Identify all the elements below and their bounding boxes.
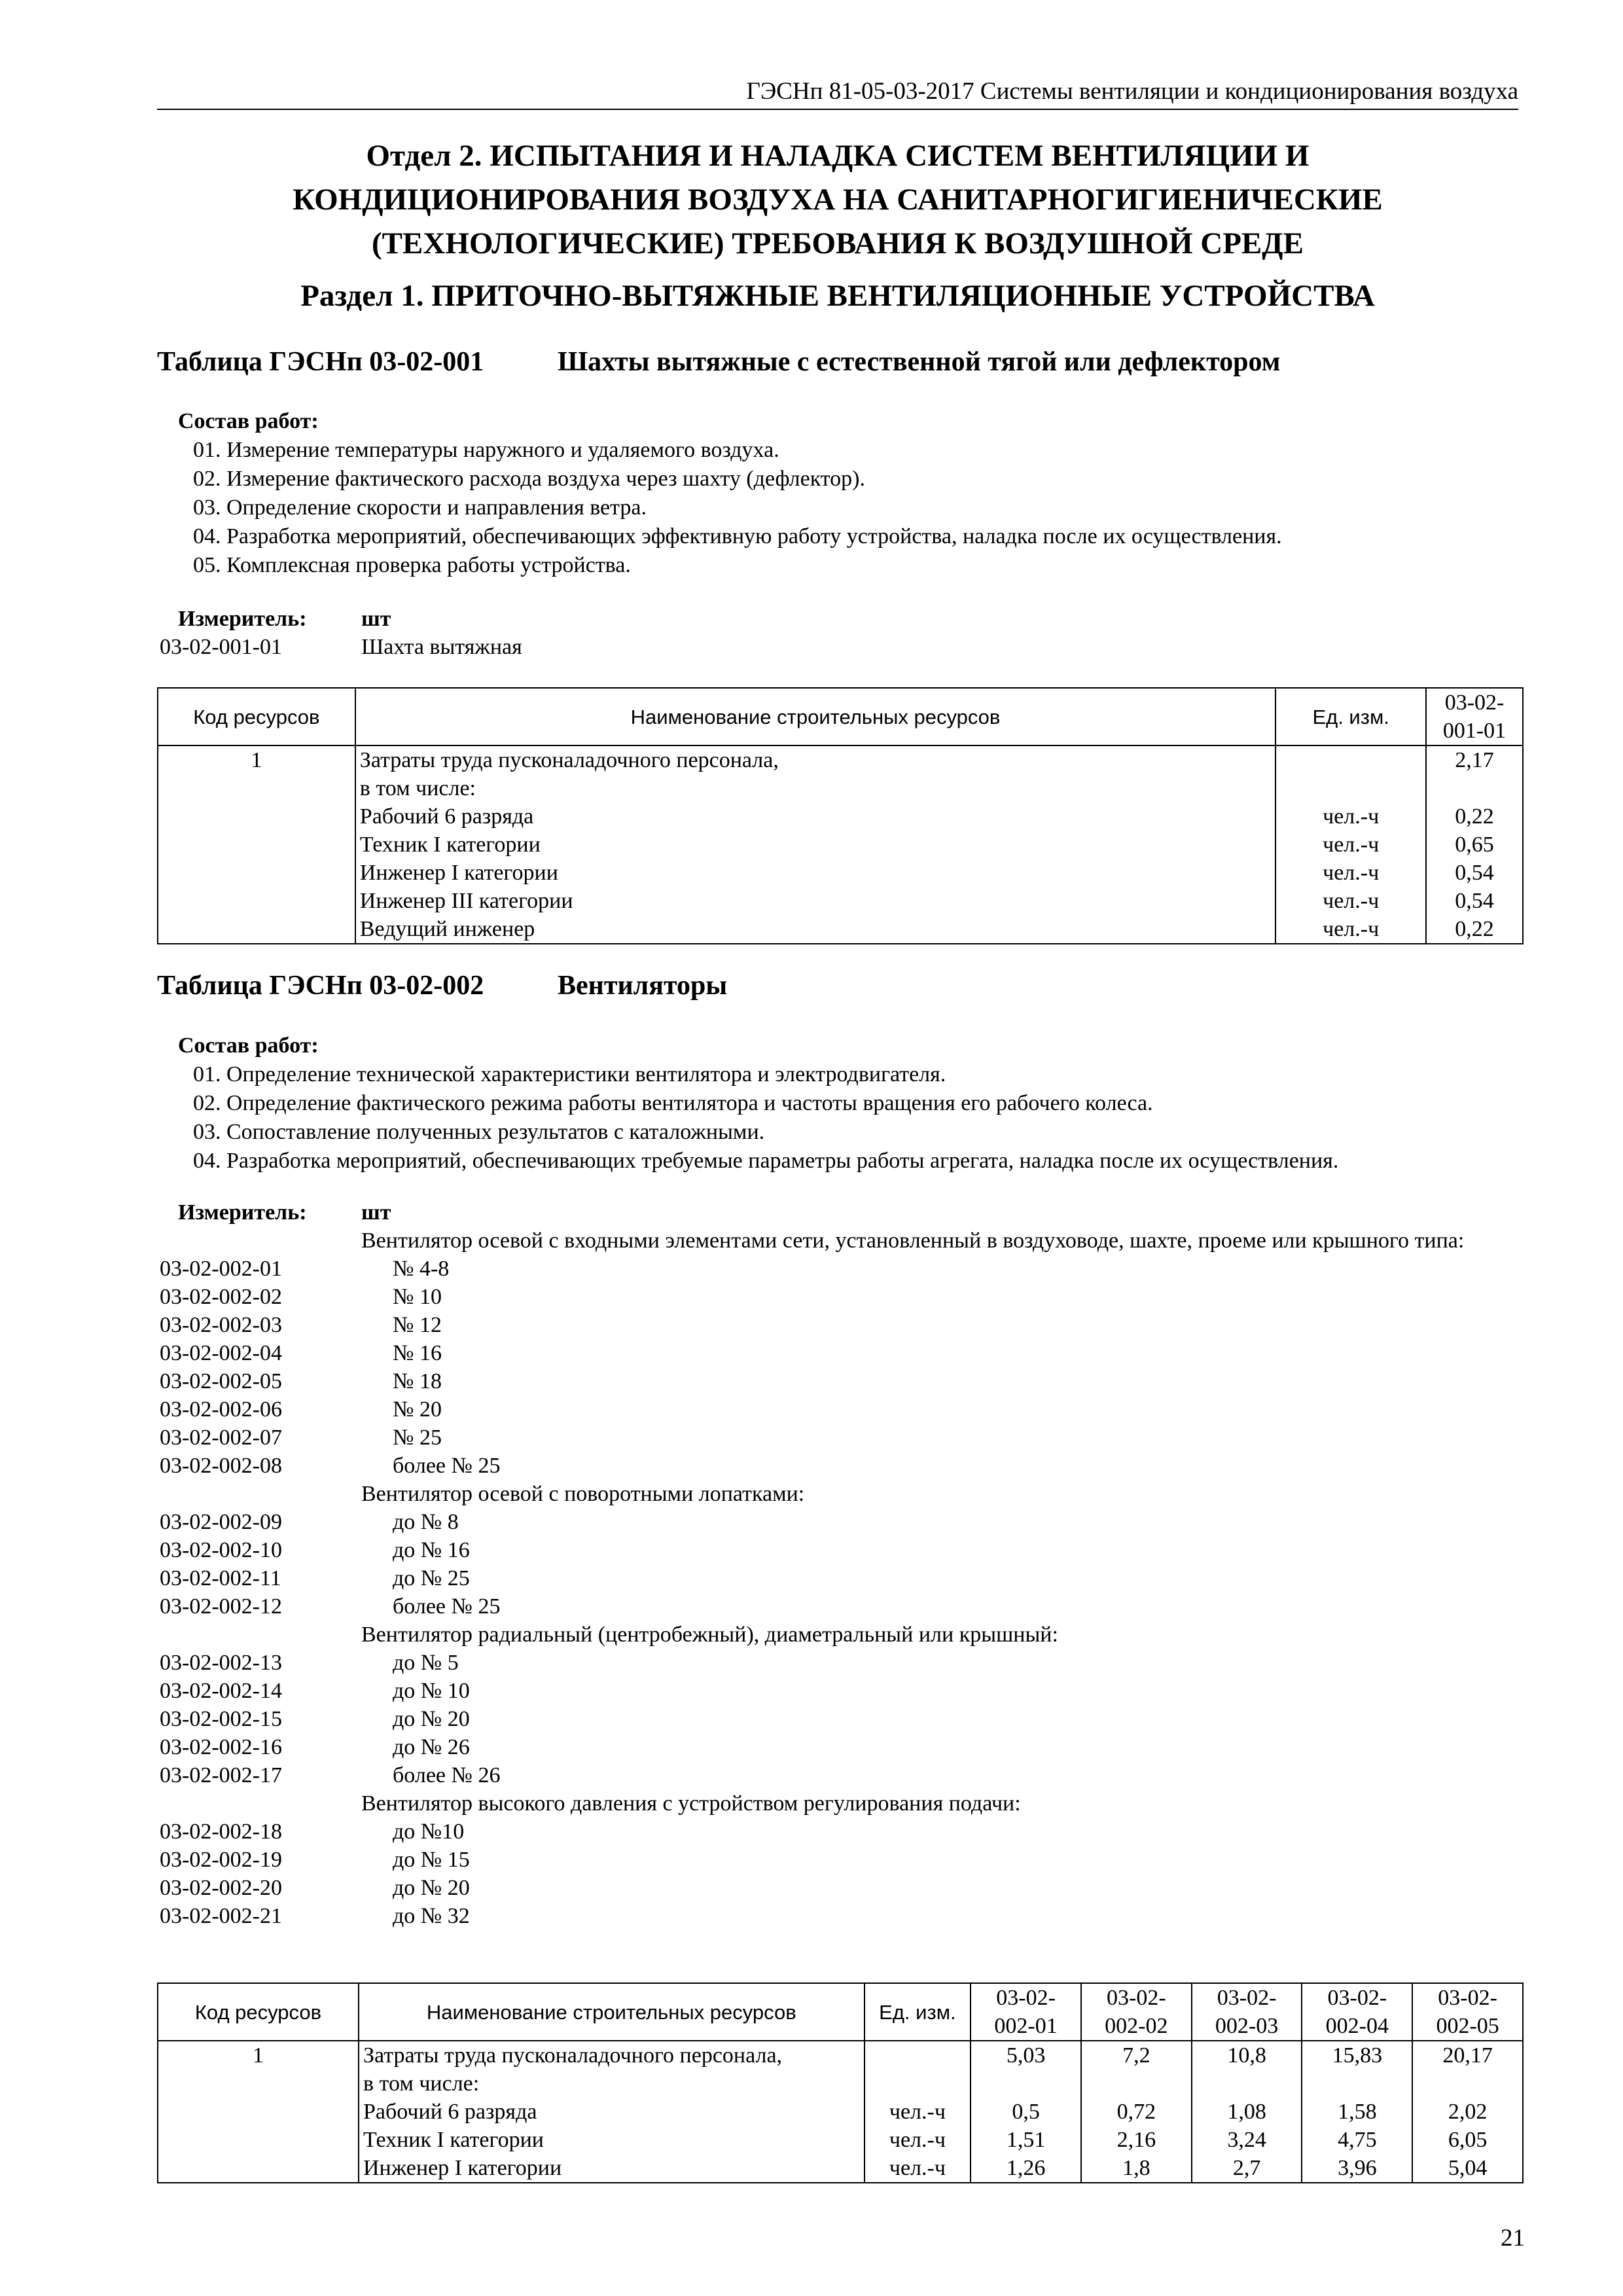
list-item — [160, 1649, 1521, 1677]
header-col: 03-02- 002-01 — [971, 1983, 1081, 2041]
table1-resources — [157, 687, 1524, 944]
table1-name: Шахты вытяжные с естественной тягой или дефлектором — [558, 347, 1281, 377]
row-value — [971, 2070, 1081, 2098]
row-value: 6,05 — [1412, 2126, 1523, 2154]
group-title: Вентилятор осевой с входными элементами сети, установленный в воздуховоде, шахте, проеме или крышного типа: — [361, 1229, 1465, 1253]
list-item — [160, 1705, 1521, 1733]
meter-label: Измеритель: — [178, 1200, 307, 1225]
item-code: 03-02-001-01 — [160, 635, 282, 659]
row-name: в том числе: — [359, 2070, 865, 2098]
row-value: 0,22 — [1426, 915, 1523, 944]
item-name: более № 25 — [393, 1594, 501, 1619]
works-item: 04. Разработка мероприятий, обеспечивающих эффективную работу устройства, наладка после их осуществления. — [193, 524, 1282, 548]
item-name: до № 20 — [393, 1707, 470, 1731]
table-row — [158, 2070, 1523, 2098]
list-item — [160, 1508, 1521, 1536]
section-title-line: КОНДИЦИОНИРОВАНИЯ ВОЗДУХА НА САНИТАРНОГИГИЕНИЧЕСКИЕ — [293, 183, 1383, 217]
item-name: № 18 — [393, 1369, 442, 1393]
table-row — [158, 802, 1523, 831]
item-name: до №10 — [393, 1820, 465, 1844]
row-code — [158, 2126, 359, 2154]
meter-unit: шт — [361, 607, 391, 631]
page-number: 21 — [1501, 2225, 1525, 2251]
item-name: № 12 — [393, 1313, 442, 1337]
row-code — [158, 2154, 359, 2183]
header-code: Код ресурсов — [158, 1983, 359, 2041]
row-value: 20,17 — [1412, 2041, 1523, 2070]
row-name: Затраты труда пусконаладочного персонала, — [359, 2041, 865, 2070]
group-title: Вентилятор осевой с поворотными лопатками: — [361, 1482, 805, 1506]
row-unit — [1275, 745, 1426, 774]
row-code — [158, 915, 355, 944]
row-name: Техник I категории — [359, 2126, 865, 2154]
item-name: до № 32 — [393, 1904, 470, 1928]
table2-meter — [160, 1198, 1521, 1930]
table-row — [158, 774, 1523, 802]
list-item — [160, 1761, 1521, 1789]
header-col: 03-02- 002-05 — [1412, 1983, 1523, 2041]
row-code — [158, 802, 355, 831]
item-name: до № 8 — [393, 1510, 459, 1534]
row-value: 7,2 — [1081, 2041, 1192, 2070]
row-value: 3,24 — [1192, 2126, 1302, 2154]
table-row — [158, 915, 1523, 944]
item-code: 03-02-002-11 — [160, 1566, 281, 1590]
row-code — [158, 2098, 359, 2126]
row-value — [1081, 2070, 1192, 2098]
item-code: 03-02-002-20 — [160, 1876, 282, 1900]
table-row — [158, 745, 1523, 774]
row-value: 1,51 — [971, 2126, 1081, 2154]
row-value: 2,17 — [1426, 745, 1523, 774]
row-value: 0,65 — [1426, 831, 1523, 859]
row-name: Рабочий 6 разряда — [355, 802, 1275, 831]
row-value: 1,26 — [971, 2154, 1081, 2183]
row-unit: чел.-ч — [1275, 915, 1426, 944]
list-item — [160, 1255, 1521, 1283]
table2-works — [178, 1031, 1338, 1175]
item-code: 03-02-002-01 — [160, 1257, 282, 1281]
row-value: 0,54 — [1426, 887, 1523, 915]
table2-heading — [157, 967, 727, 1004]
table-row — [158, 831, 1523, 859]
item-name: более № 25 — [393, 1454, 501, 1478]
header-code: Код ресурсов — [158, 688, 355, 745]
row-code — [158, 859, 355, 887]
item-code: 03-02-002-19 — [160, 1848, 282, 1872]
item-name: до № 20 — [393, 1876, 470, 1900]
item-name: до № 16 — [393, 1538, 470, 1562]
row-code: 1 — [158, 745, 355, 774]
item-name: до № 15 — [393, 1848, 470, 1872]
group-title: Вентилятор высокого давления с устройством регулирования подачи: — [361, 1791, 1021, 1816]
header-unit: Ед. изм. — [1275, 688, 1426, 745]
item-code: 03-02-002-10 — [160, 1538, 282, 1562]
header-col: 03-02- 002-02 — [1081, 1983, 1192, 2041]
row-value: 2,7 — [1192, 2154, 1302, 2183]
list-item — [160, 1564, 1521, 1592]
item-code: 03-02-002-18 — [160, 1820, 282, 1844]
row-value: 15,83 — [1302, 2041, 1412, 2070]
row-value: 5,03 — [971, 2041, 1081, 2070]
table1-works — [178, 407, 1282, 580]
row-value: 0,72 — [1081, 2098, 1192, 2126]
list-item — [160, 1339, 1521, 1367]
works-item: 05. Комплексная проверка работы устройства. — [193, 553, 631, 577]
row-name: Инженер I категории — [359, 2154, 865, 2183]
item-code: 03-02-002-15 — [160, 1707, 282, 1731]
row-name: Ведущий инженер — [355, 915, 1275, 944]
list-item — [160, 1452, 1521, 1480]
list-item — [160, 1536, 1521, 1564]
item-code: 03-02-002-07 — [160, 1426, 282, 1450]
row-value: 3,96 — [1302, 2154, 1412, 2183]
works-item: 02. Измерение фактического расхода воздуха через шахту (дефлектор). — [193, 467, 866, 491]
item-code: 03-02-002-12 — [160, 1594, 282, 1619]
row-value: 0,22 — [1426, 802, 1523, 831]
item-name: № 20 — [393, 1397, 442, 1422]
table-row — [158, 2126, 1523, 2154]
table2-code: Таблица ГЭСНп 03-02-002 — [157, 971, 484, 1001]
row-value: 5,04 — [1412, 2154, 1523, 2183]
row-name: Рабочий 6 разряда — [359, 2098, 865, 2126]
row-value — [1412, 2070, 1523, 2098]
list-item — [160, 1283, 1521, 1311]
works-item: 03. Сопоставление полученных результатов с каталожными. — [193, 1120, 765, 1144]
header-col — [1426, 688, 1523, 745]
row-name: Затраты труда пусконаладочного персонала, — [355, 745, 1275, 774]
item-code: 03-02-002-16 — [160, 1735, 282, 1759]
header-col: 03-02- 002-03 — [1192, 1983, 1302, 2041]
section-title-line: Отдел 2. ИСПЫТАНИЯ И НАЛАДКА СИСТЕМ ВЕНТИЛЯЦИИ И — [366, 139, 1310, 173]
row-unit: чел.-ч — [865, 2098, 971, 2126]
list-item — [160, 1311, 1521, 1339]
section-subtitle: Раздел 1. ПРИТОЧНО-ВЫТЯЖНЫЕ ВЕНТИЛЯЦИОННЫЕ УСТРОЙСТВА — [300, 279, 1375, 313]
row-value: 1,8 — [1081, 2154, 1192, 2183]
row-value: 0,54 — [1426, 859, 1523, 887]
row-unit: чел.-ч — [865, 2126, 971, 2154]
header-name: Наименование строительных ресурсов — [355, 688, 1275, 745]
item-name: до № 25 — [393, 1566, 470, 1590]
table-row — [158, 2098, 1523, 2126]
list-item — [160, 1395, 1521, 1424]
row-name: в том числе: — [355, 774, 1275, 802]
item-code: 03-02-002-02 — [160, 1285, 282, 1309]
item-code: 03-02-002-05 — [160, 1369, 282, 1393]
list-item — [160, 1818, 1521, 1846]
item-name: Шахта вытяжная — [361, 635, 522, 659]
item-code: 03-02-002-04 — [160, 1341, 282, 1365]
list-item — [160, 1592, 1521, 1621]
running-header: ГЭСНп 81-05-03-2017 Системы вентиляции и кондиционирования воздуха — [157, 76, 1518, 110]
row-code — [158, 2070, 359, 2098]
list-item — [160, 1424, 1521, 1452]
row-code — [158, 887, 355, 915]
table1-code: Таблица ГЭСНп 03-02-001 — [157, 347, 484, 377]
item-name: до № 10 — [393, 1679, 470, 1703]
item-name: до № 5 — [393, 1651, 459, 1675]
row-value: 10,8 — [1192, 2041, 1302, 2070]
table-row — [158, 859, 1523, 887]
row-value: 4,75 — [1302, 2126, 1412, 2154]
works-item: 01. Измерение температуры наружного и удаляемого воздуха. — [193, 438, 779, 462]
row-name: Инженер III категории — [355, 887, 1275, 915]
table-row — [158, 2154, 1523, 2183]
item-code: 03-02-002-14 — [160, 1679, 282, 1703]
list-item — [160, 1733, 1521, 1761]
item-code: 03-02-002-13 — [160, 1651, 282, 1675]
header-col: 03-02- 002-04 — [1302, 1983, 1412, 2041]
list-item — [160, 1874, 1521, 1902]
table-row — [158, 887, 1523, 915]
row-code — [158, 774, 355, 802]
works-label: Состав работ: — [178, 1033, 319, 1058]
header-col-label: 03-02- 001-01 — [1442, 691, 1507, 743]
row-unit: чел.-ч — [865, 2154, 971, 2183]
row-value — [1192, 2070, 1302, 2098]
meter-label: Измеритель: — [178, 607, 307, 631]
row-code — [158, 831, 355, 859]
row-unit: чел.-ч — [1275, 859, 1426, 887]
list-item — [160, 1902, 1521, 1930]
list-item — [160, 1367, 1521, 1395]
item-name: № 4-8 — [393, 1257, 450, 1281]
works-label: Состав работ: — [178, 409, 319, 433]
row-unit — [865, 2070, 971, 2098]
table2-name: Вентиляторы — [558, 971, 728, 1001]
row-name: Техник I категории — [355, 831, 1275, 859]
table1-heading — [157, 344, 1280, 380]
row-code: 1 — [158, 2041, 359, 2070]
item-code: 03-02-002-21 — [160, 1904, 282, 1928]
section-title-line: (ТЕХНОЛОГИЧЕСКИЕ) ТРЕБОВАНИЯ К ВОЗДУШНОЙ СРЕДЕ — [372, 226, 1304, 260]
row-value: 1,08 — [1192, 2098, 1302, 2126]
item-code: 03-02-002-08 — [160, 1454, 282, 1478]
table-row — [158, 2041, 1523, 2070]
item-name: № 10 — [393, 1285, 442, 1309]
row-value — [1302, 2070, 1412, 2098]
item-name: более № 26 — [393, 1763, 501, 1787]
row-value: 1,58 — [1302, 2098, 1412, 2126]
item-name: № 16 — [393, 1341, 442, 1365]
row-value: 2,02 — [1412, 2098, 1523, 2126]
meter-unit: шт — [361, 1200, 391, 1225]
item-name: № 25 — [393, 1426, 442, 1450]
group-title: Вентилятор радиальный (центробежный), диаметральный или крышный: — [361, 1623, 1058, 1647]
item-code: 03-02-002-03 — [160, 1313, 282, 1337]
row-unit: чел.-ч — [1275, 802, 1426, 831]
section-title — [157, 134, 1518, 266]
row-unit — [1275, 774, 1426, 802]
table2-resources — [157, 1982, 1524, 2183]
item-code: 03-02-002-17 — [160, 1763, 282, 1787]
item-code: 03-02-002-06 — [160, 1397, 282, 1422]
row-value: 0,5 — [971, 2098, 1081, 2126]
table1-meter — [160, 605, 1521, 661]
row-value — [1426, 774, 1523, 802]
item-name: до № 26 — [393, 1735, 470, 1759]
row-unit — [865, 2041, 971, 2070]
item-code: 03-02-002-09 — [160, 1510, 282, 1534]
works-item: 02. Определение фактического режима работы вентилятора и частоты вращения его рабочего колеса. — [193, 1091, 1153, 1115]
header-unit: Ед. изм. — [865, 1983, 971, 2041]
works-item: 04. Разработка мероприятий, обеспечивающих требуемые параметры работы агрегата, наладка после их осуществления. — [193, 1149, 1339, 1173]
row-name: Инженер I категории — [355, 859, 1275, 887]
works-item: 03. Определение скорости и направления ветра. — [193, 495, 647, 520]
row-value: 2,16 — [1081, 2126, 1192, 2154]
list-item — [160, 1846, 1521, 1874]
row-unit: чел.-ч — [1275, 831, 1426, 859]
list-item — [160, 1677, 1521, 1705]
header-name: Наименование строительных ресурсов — [359, 1983, 865, 2041]
row-unit: чел.-ч — [1275, 887, 1426, 915]
works-item: 01. Определение технической характеристики вентилятора и электродвигателя. — [193, 1062, 946, 1086]
